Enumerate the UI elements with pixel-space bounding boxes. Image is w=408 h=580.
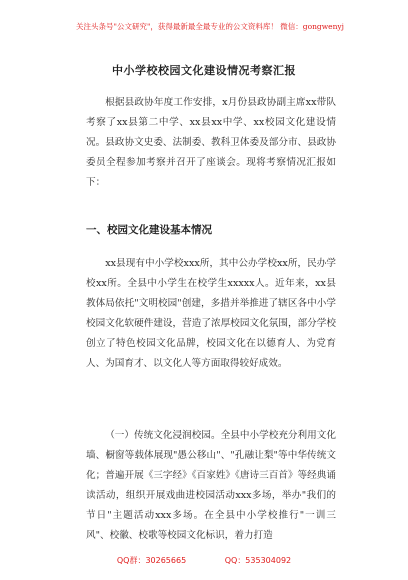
contact-footer — [0, 555, 408, 566]
paragraph-text: xx县现有中小学校xxx所，其中公办学校xx所，民办学校xx所。全县中小学生在校学生xxxxx人。近年来，xx县教体局依托"文明校园"创建，多措并举推进了辖区各中小学校园文化软硬件建设，营造了浓厚校园文化氛围，部分学校创立了特色校园文化品牌，校园文化在以德育人、为党育人、为国育才、以文化人等方面取得较好成效。 — [86, 258, 336, 369]
promo-banner: 关注头条号"公文研究"，获得最新最全最专业的公文资料库！ 微信：gongwenyj — [76, 22, 344, 31]
qq-group-text: QQ群：30265665 — [116, 556, 187, 565]
document-title: 中小学校校园文化建设情况考察汇报 — [112, 64, 296, 77]
paragraph-text: （一）传统文化浸润校园。全县中小学校充分利用文化墙、橱窗等载体展现"愚公移山"、"孔融让梨"等中华传统文化；普遍开展《三字经》《百家姓》《唐诗三百首》等经典诵读活动，组织开展戏曲进校园活动xxx多场，举办"我们的节日"主题活动xxx多场。在全县中小学校推行"一训三风"、校徽、校歌等校园文化标识，着力打造 — [86, 430, 336, 541]
section-heading: 一、校园文化建设基本情况 — [86, 224, 212, 236]
culture-paragraph — [86, 426, 336, 546]
qq-text: QQ：535304092 — [224, 556, 292, 565]
intro-paragraph — [86, 93, 336, 193]
overview-paragraph — [86, 254, 336, 374]
paragraph-text: 根据县政协年度工作安排，x月份县政协副主席xx带队考察了xx县第二中学、xx县xx中学、xx校园文化建设情况。县政协文史委、法制委、教科卫体委及部分市、县政协委员全程参加考察并召开了座谈会。现将考察情况汇报如下： — [86, 97, 336, 188]
